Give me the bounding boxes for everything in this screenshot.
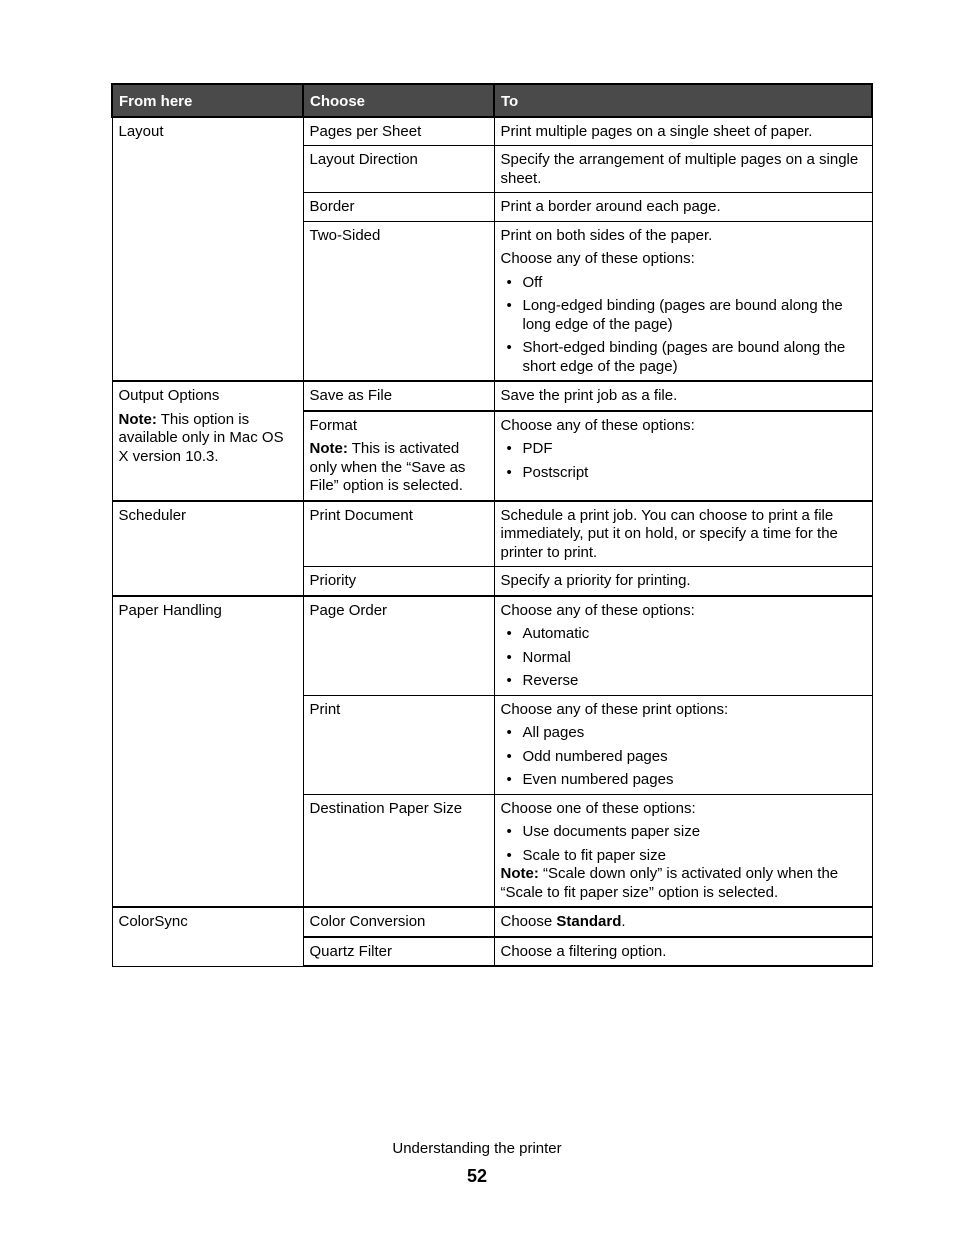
note-label: Note: <box>309 440 348 457</box>
choose-cell: Priority <box>303 567 494 596</box>
to-cell <box>494 695 872 794</box>
list-item: • Even numbered pages <box>523 771 867 790</box>
to-cell: Print multiple pages on a single sheet of paper. <box>494 117 872 146</box>
option-list <box>501 274 867 377</box>
note <box>119 411 298 467</box>
from-label: Paper Handling <box>118 601 222 619</box>
to-cell: Specify a priority for printing. <box>494 567 872 596</box>
choose-cell: Color Conversion <box>303 907 494 937</box>
choose-cell: Destination Paper Size <box>303 794 494 907</box>
note-text: This is activated only when the “Save as File” option is selected. <box>309 440 466 494</box>
list-item: • Odd numbered pages <box>523 748 867 767</box>
choose-cell: Save as File <box>303 381 494 411</box>
choose-cell: Print <box>303 695 494 794</box>
list-item: • Reverse <box>523 672 867 691</box>
footer-title: Understanding the printer <box>392 1140 562 1157</box>
option-list <box>501 823 867 865</box>
to-text: Choose any of these options: <box>500 601 695 619</box>
choose-cell <box>303 411 494 501</box>
choose-label: Format <box>309 416 358 434</box>
table-row <box>112 117 872 146</box>
to-text: Choose one of these options: <box>500 799 696 817</box>
to-text: . <box>621 913 626 930</box>
choose-cell: Pages per Sheet <box>303 117 494 146</box>
to-cell <box>494 596 872 696</box>
list-item: • PDF <box>523 440 867 459</box>
list-item: • Scale to fit paper size <box>523 847 867 866</box>
list-item: • All pages <box>523 724 867 743</box>
note <box>310 440 489 496</box>
table-row <box>112 907 872 937</box>
print-options-table <box>111 83 873 967</box>
list-item: • Normal <box>523 649 867 668</box>
option-list <box>501 724 867 790</box>
from-label: Scheduler <box>118 506 187 524</box>
table-row <box>112 501 872 567</box>
to-text-bold: Standard <box>556 913 622 930</box>
to-cell <box>494 411 872 501</box>
to-text: Choose any of these options: <box>500 416 695 434</box>
choose-cell: Page Order <box>303 596 494 696</box>
to-cell: Save the print job as a file. <box>494 381 872 411</box>
to-cell <box>494 907 872 937</box>
option-list <box>501 440 867 482</box>
to-cell: Specify the arrangement of multiple pages on a single sheet. <box>494 146 872 193</box>
choose-cell: Layout Direction <box>303 146 494 193</box>
note-text: This option is available only in Mac OS X version 10.3. <box>118 410 284 465</box>
page-number: 52 <box>466 1166 488 1186</box>
table-header-row <box>112 84 872 117</box>
choose-cell: Print Document <box>303 501 494 567</box>
note-label: Note: <box>118 410 157 428</box>
from-cell-paper-handling <box>112 596 303 908</box>
to-text: Choose <box>500 913 557 930</box>
to-cell: Choose a filtering option. <box>494 937 872 967</box>
to-cell <box>494 221 872 381</box>
list-item: • Use documents paper size <box>523 823 867 842</box>
from-label: Output Options <box>118 387 220 404</box>
list-item: • Long-edged binding (pages are bound along the long edge of the page) <box>523 297 867 334</box>
header-choose: Choose <box>303 84 494 117</box>
to-cell <box>494 794 872 907</box>
from-label: Layout <box>118 122 164 140</box>
list-item: • Off <box>523 274 867 293</box>
choose-cell: Border <box>303 193 494 222</box>
from-cell-scheduler <box>112 501 303 596</box>
table-row <box>112 381 872 411</box>
from-label: ColorSync <box>118 913 188 930</box>
option-list <box>501 625 867 691</box>
to-text: Choose any of these print options: <box>500 700 729 718</box>
to-cell: Schedule a print job. You can choose to print a file immediately, put it on hold, or specify a time for the printer to print. <box>494 501 872 567</box>
list-item: • Automatic <box>523 625 867 644</box>
choose-cell: Two-Sided <box>303 221 494 381</box>
table-row <box>112 596 872 696</box>
note-label: Note: <box>500 865 539 882</box>
note-text: “Scale down only” is activated only when the “Scale to fit paper size” option is selected. <box>500 865 839 901</box>
to-text: Print on both sides of the paper. <box>500 226 713 244</box>
header-from-here: From here <box>112 84 303 117</box>
choose-cell: Quartz Filter <box>303 937 494 967</box>
to-text: Choose any of these options: <box>500 250 695 267</box>
from-cell-output-options <box>112 381 303 501</box>
from-cell-colorsync <box>112 907 303 966</box>
list-item: • Postscript <box>523 464 867 483</box>
to-cell: Print a border around each page. <box>494 193 872 222</box>
list-item: • Short-edged binding (pages are bound along the short edge of the page) <box>523 339 867 376</box>
note <box>501 865 867 902</box>
header-to: To <box>494 84 872 117</box>
from-cell-layout <box>112 117 303 382</box>
